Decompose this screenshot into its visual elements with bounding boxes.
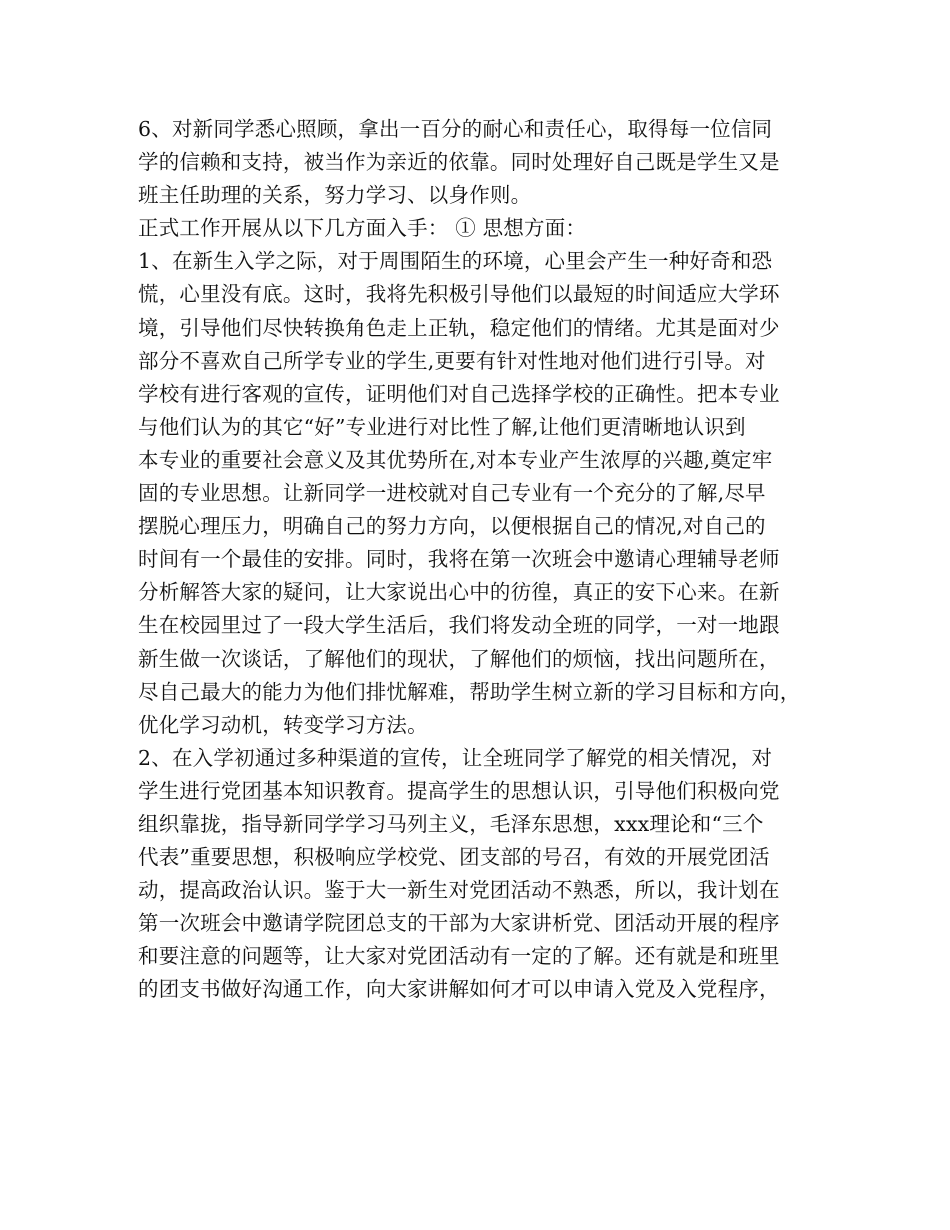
text-line-21: 学生进行党团基本知识教育。提高学生的思想认识，引导他们积极向党 bbox=[138, 778, 780, 803]
text-line-6: 慌，心里没有底。这时，我将先积极引导他们以最短的时间适应大学环 bbox=[138, 282, 780, 307]
text-line-22: 组织靠拢，指导新同学学习马列主义，毛泽东思想，xxx理论和“三个 bbox=[138, 811, 764, 836]
text-line-26: 和要注意的问题等，让大家对党团活动有一定的了解。还有就是和班里 bbox=[138, 944, 780, 969]
text-line-17: 新生做一次谈话，了解他们的现状，了解他们的烦恼，找出问题所在， bbox=[138, 646, 780, 671]
text-line-8: 部分不喜欢自己所学专业的学生,更要有针对性地对他们进行引导。对 bbox=[138, 348, 766, 373]
section-heading-line: 正式工作开展从以下几方面入手： ① 思想方面： bbox=[138, 216, 587, 241]
text-line-2: 学的信赖和支持，被当作为亲近的依靠。同时处理好自己既是学生又是 bbox=[138, 150, 780, 175]
text-line-12: 固的专业思想。让新同学一进校就对自己专业有一个充分的了解,尽早 bbox=[138, 481, 766, 506]
document-body bbox=[138, 113, 818, 1007]
text-line-23: 代表”重要思想，积极响应学校党、团支部的号召，有效的开展党团活 bbox=[138, 845, 770, 870]
text-line-20: 2、在入学初通过多种渠道的宣传，让全班同学了解党的相关情况，对 bbox=[138, 745, 773, 770]
text-line-9: 学校有进行客观的宣传，证明他们对自己选择学校的正确性。把本专业 bbox=[138, 381, 780, 406]
text-line-15: 分析解答大家的疑问，让大家说出心中的彷徨，真正的安下心来。在新 bbox=[138, 580, 780, 605]
text-line-1: 6、对新同学悉心照顾，拿出一百分的耐心和责任心，取得每一位信同 bbox=[138, 117, 773, 141]
text-line-25: 第一次班会中邀请学院团总支的干部为大家讲析党、团活动开展的程序 bbox=[138, 911, 780, 936]
text-line-13: 摆脱心理压力，明确自己的努力方向，以便根据自己的情况,对自己的 bbox=[138, 514, 766, 539]
text-line-24: 动，提高政治认识。鉴于大一新生对党团活动不熟悉，所以，我计划在 bbox=[138, 878, 780, 903]
text-line-10: 与他们认为的其它“好”专业进行对比性了解,让他们更清晰地认识到 bbox=[138, 414, 746, 439]
text-line-11: 本专业的重要社会意义及其优势所在,对本专业产生浓厚的兴趣,奠定牢 bbox=[138, 447, 773, 472]
text-line-16: 生在校园里过了一段大学生活后，我们将发动全班的同学，一对一地跟 bbox=[138, 613, 780, 638]
text-line-5: 1、在新生入学之际，对于周围陌生的环境，心里会产生一种好奇和恐 bbox=[138, 249, 773, 274]
text-line-14: 时间有一个最佳的安排。同时，我将在第一次班会中邀请心理辅导老师 bbox=[138, 547, 780, 572]
text-line-27: 的团支书做好沟通工作，向大家讲解如何才可以申请入党及入党程序， bbox=[138, 977, 780, 1002]
text-line-19: 优化学习动机，转变学习方法。 bbox=[138, 712, 428, 737]
text-line-3: 班主任助理的关系，努力学习、以身作则。 bbox=[138, 183, 532, 208]
text-line-18: 尽自己最大的能力为他们排忧解难，帮助学生树立新的学习目标和方向， bbox=[138, 679, 801, 704]
text-line-7: 境，引导他们尽快转换角色走上正轨，稳定他们的情绪。尤其是面对少 bbox=[138, 315, 780, 340]
